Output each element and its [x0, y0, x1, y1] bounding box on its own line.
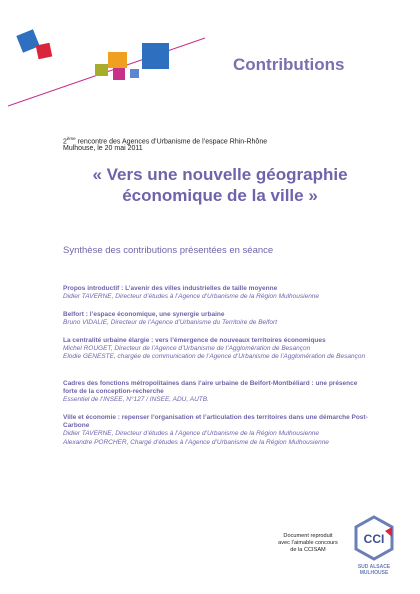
edition-suffix: ème	[66, 136, 76, 141]
credit-line: avec l’aimable concours	[278, 540, 338, 546]
logo-square-blue-top	[16, 29, 39, 52]
contribution-author: Alexandre PORCHER, Chargé d’études à l’Agence d’Urbanisme de la Région Mulhousienne	[63, 438, 329, 446]
event-place-date: Mulhouse, le 20 mai 2011	[63, 145, 143, 152]
cci-letters: CCI	[363, 532, 385, 546]
contribution-heading: La centralité urbaine élargie : vers l’émergence de nouveaux territoires économiques	[63, 337, 326, 344]
contribution-author: Bruno VIDALIE, Directeur de l’Agence d’Urbanisme du Territoire de Belfort	[63, 319, 278, 327]
event-edition	[63, 136, 267, 145]
reproduction-credit	[262, 533, 354, 554]
cci-subtitle	[352, 565, 396, 576]
contribution-author: Essentiel de l’INSEE, N°127 / INSEE, ADU, AUTB.	[63, 396, 209, 404]
cci-subtitle-line2: MULHOUSE	[359, 569, 389, 576]
decorative-logo	[0, 0, 220, 115]
logo-square-red	[36, 43, 53, 60]
cci-logo	[352, 515, 396, 567]
main-title-line1: « Vers une nouvelle géographie	[92, 165, 348, 184]
credit-line: Document reproduit	[283, 533, 333, 539]
contribution-author: Elodie GENESTE, chargée de communication de l’Agence d’Urbanisme de l’Agglomération de Besançon	[63, 353, 366, 361]
main-title	[60, 164, 380, 206]
edition-text: rencontre des Agences d’Urbanisme de l’espace Rhin-Rhône	[75, 138, 268, 146]
contribution-5	[63, 414, 368, 447]
contribution-author: Didier TAVERNE, Directeur d’études à l’Agence d’Urbanisme de la Région Mulhousienne	[63, 430, 320, 438]
contribution-4	[63, 380, 368, 405]
contribution-author: Didier TAVERNE, Directeur d’études à l’Agence d’Urbanisme de la Région Mulhousienne	[63, 293, 320, 301]
contribution-1	[63, 285, 368, 301]
logo-square-blue-small	[130, 69, 139, 78]
contribution-heading: Propos introductif : L’avenir des villes industrielles de taille moyenne	[63, 285, 278, 292]
contribution-heading: Ville et économie : repenser l’organisation et l’articulation des territoires dans une démarche Post-Carbone	[63, 414, 368, 430]
cci-hexagon-accent	[385, 527, 392, 537]
credit-line: de la CCISAM	[290, 547, 326, 553]
synthesis-heading: Synthèse des contributions présentées en séance	[63, 245, 274, 256]
contribution-heading: Cadres des fonctions métropolitaines dans l’aire urbaine de Belfort-Montbéliard : une présence forte de la conception-recherche	[63, 380, 358, 396]
logo-square-blue-right	[142, 43, 169, 69]
contribution-2	[63, 311, 368, 327]
contribution-heading: Belfort : l’espace économique, une synergie urbaine	[63, 311, 225, 318]
contribution-author: Michel ROUGET, Directeur de l’Agence d’Urbanisme de l’Agglomération de Besançon	[63, 345, 311, 353]
edition-number: 2	[63, 138, 67, 146]
logo-square-orange	[108, 52, 127, 68]
section-title: Contributions	[233, 55, 345, 74]
logo-square-olive	[95, 64, 108, 76]
main-title-line2: économique de la ville »	[122, 186, 318, 205]
logo-square-magenta	[113, 68, 125, 80]
cci-subtitle-line1: SUD ALSACE	[357, 564, 391, 570]
contribution-3	[63, 337, 368, 362]
